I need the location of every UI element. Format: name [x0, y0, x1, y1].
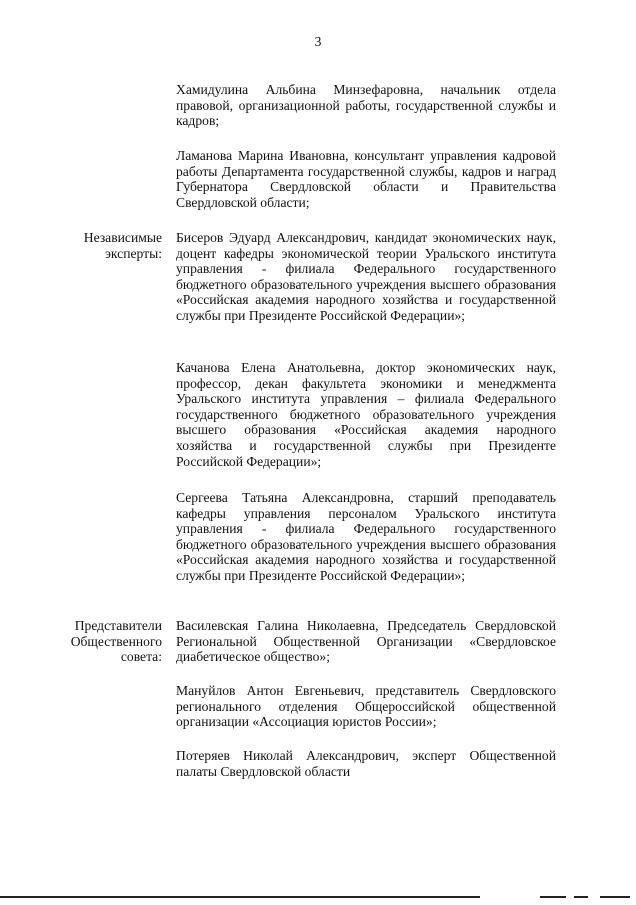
member-kachanova: Качанова Елена Анатольевна, доктор экономических наук, профессор, декан факультета экономики и менеджмента Уральского института управления – филиала Федерального государственного бюджетного образовательного учреждения высшего образования «Российская академия народного хозяйства и государственной службы при Президенте Российской Федерации»;: [176, 360, 556, 469]
page-number: 3: [314, 34, 322, 49]
section-label-public-council: Представители Общественного совета:: [70, 618, 162, 665]
bottom-scan-rule: [0, 896, 480, 898]
member-vasilevskaya: Василевская Галина Николаевна, Председатель Свердловской Региональной Общественной Организации «Свердловское диабетическое общество»;: [176, 618, 556, 665]
bottom-scan-rule-dash: [600, 896, 630, 898]
member-sergeeva: Сергеева Татьяна Александровна, старший преподаватель кафедры управления персоналом Уральского института управления - филиала Федерального государственного бюджетного образовательного учреждения высшего образования «Российская академия народного хозяйства и государственной службы при Президенте Российской Федерации»;: [176, 490, 556, 583]
member-manuylov: Мануйлов Антон Евгеньевич, представитель Свердловского регионального отделения Общероссийской общественной организации «Ассоциация юристов России»;: [176, 683, 556, 730]
member-khamidulina: Хамидулина Альбина Минзефаровна, начальник отдела правовой, организационной работы, государственной службы и кадров;: [176, 82, 556, 129]
member-poteryaev: Потеряев Николай Александрович, эксперт Общественной палаты Свердловской области: [176, 748, 556, 779]
member-biserov: Бисеров Эдуард Александрович, кандидат экономических наук, доцент кафедры экономической теории Уральского института управления - филиала Федерального государственного бюджетного образовательного учреждения высшего образования «Российская академия народного хозяйства и государственной службы при Президенте Российской Федерации»;: [176, 230, 556, 323]
member-lamanova: Ламанова Марина Ивановна, консультант управления кадровой работы Департамента государственной службы, кадров и наград Губернатора Свердловской области и Правительства Свердловской области;: [176, 148, 556, 210]
bottom-scan-rule-dash: [540, 896, 566, 898]
bottom-scan-rule-dash: [574, 896, 588, 898]
section-label-independent-experts: Независимые эксперты:: [83, 230, 162, 261]
